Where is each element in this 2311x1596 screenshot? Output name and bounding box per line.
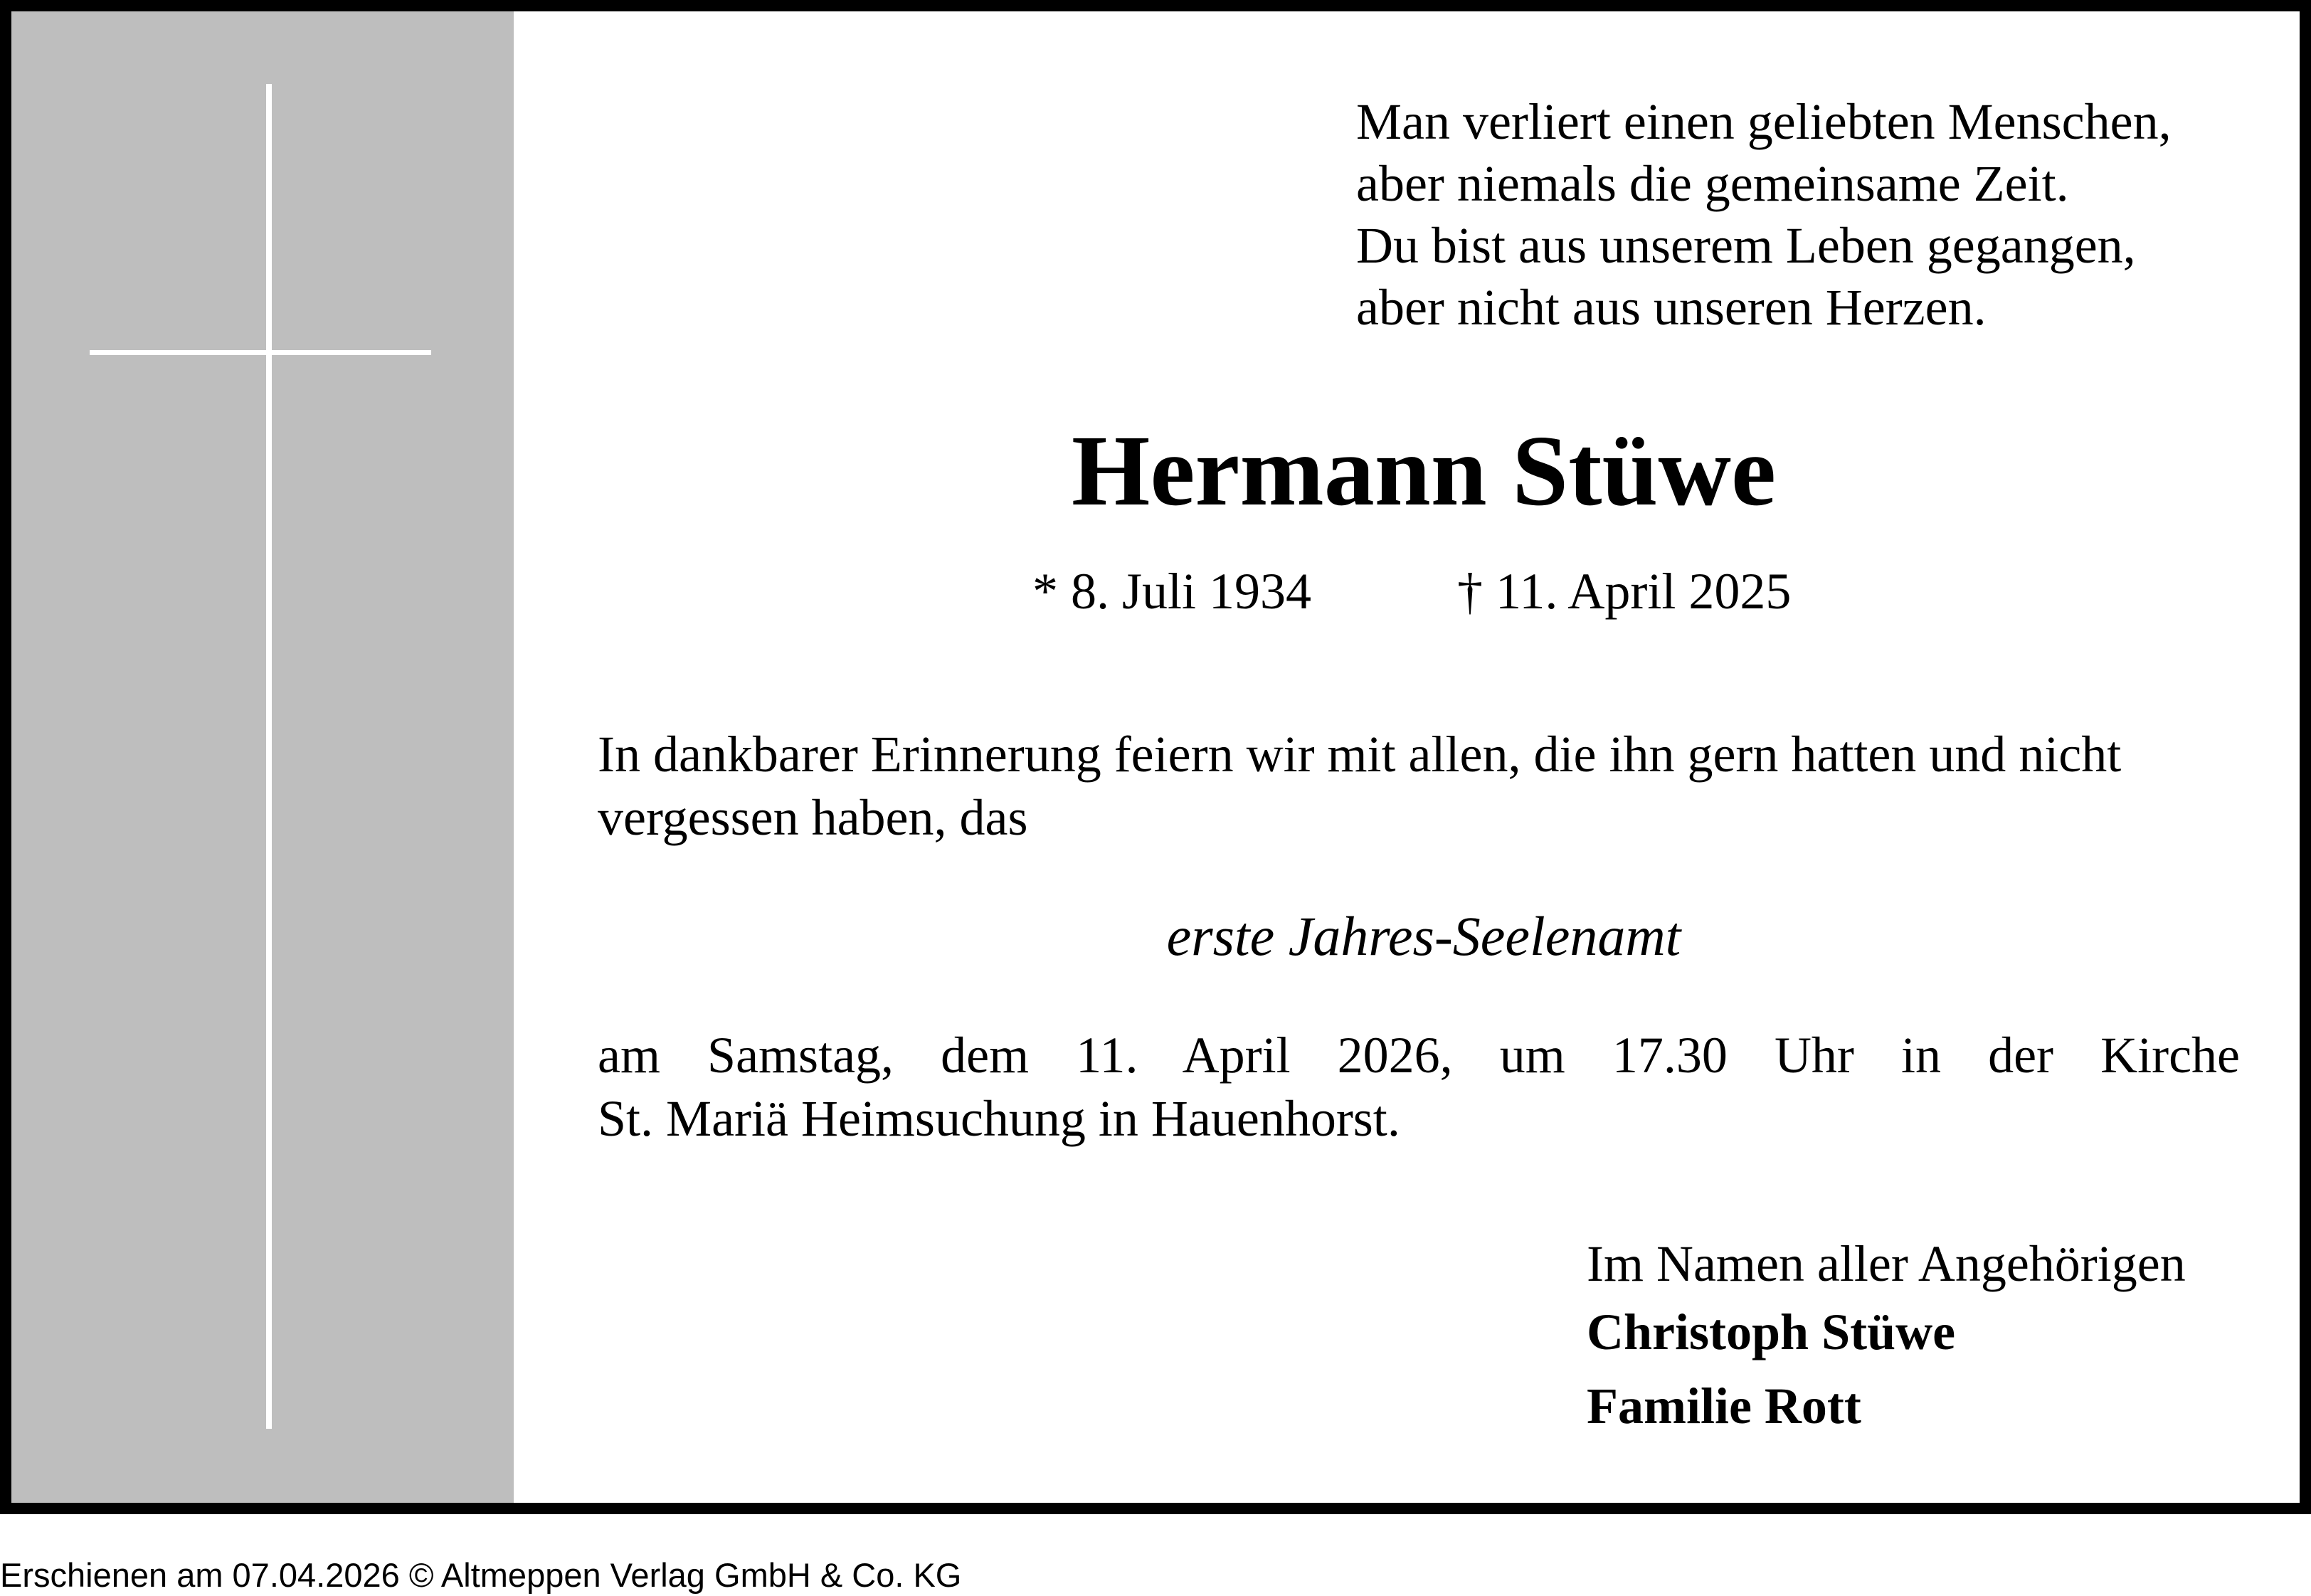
cross-vertical-bar [266, 84, 272, 1429]
side-panel [11, 11, 514, 1503]
service-name: erste Jahres-Seelenamt [1166, 905, 1681, 967]
memorial-poem [1356, 91, 2281, 339]
signature-block [1587, 1232, 2298, 1443]
announcement-intro [598, 723, 2240, 850]
deceased-name: Hermann Stüwe [1071, 414, 1777, 527]
signature-name: Familie Rott [1587, 1378, 1861, 1434]
poem-line: aber niemals die gemeinsame Zeit. [1356, 155, 2069, 212]
poem-line: aber nicht aus unseren Herzen. [1356, 279, 1987, 336]
poem-line: Man verliert einen geliebten Menschen, [1356, 93, 2172, 150]
poem-line: Du bist aus unserem Leben gegangen, [1356, 217, 2136, 274]
death-date: † 11. April 2025 [1457, 563, 1792, 620]
birth-date: * 8. Juli 1934 [1032, 563, 1312, 620]
cross-horizontal-bar [90, 350, 431, 355]
service-details [598, 1024, 2240, 1151]
intro-line: In dankbarer Erinnerung feiern wir mit allen, die ihn gern hatten und nicht [598, 726, 2122, 783]
details-line: St. Mariä Heimsuchung in Hauenhorst. [598, 1090, 1400, 1147]
signature-intro: Im Namen aller Angehörigen [1587, 1235, 2186, 1292]
publication-footer: Erschienen am 07.04.2026 © Altmeppen Verlag GmbH & Co. KG [0, 1556, 962, 1594]
life-dates [573, 559, 2274, 623]
intro-line: vergessen haben, das [598, 789, 1028, 846]
details-line: am Samstag, dem 11. April 2026, um 17.30 Uhr in der Kirche [598, 1027, 2240, 1084]
signature-name: Christoph Stüwe [1587, 1304, 1956, 1360]
